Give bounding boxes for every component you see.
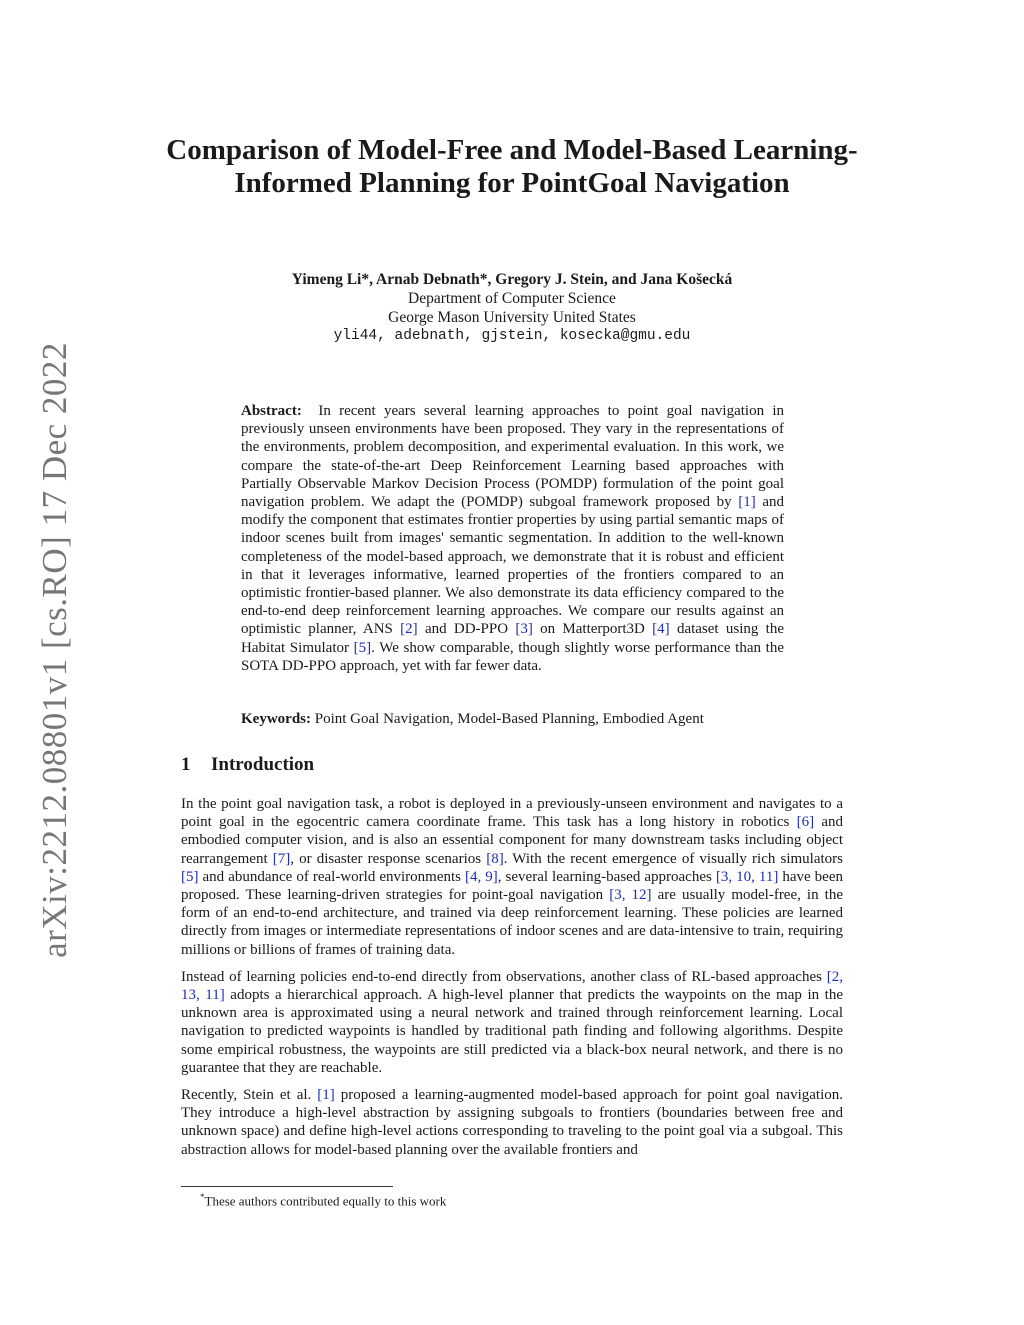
citation-link[interactable]: [4] — [652, 621, 670, 638]
paragraph-text: and abundance of real-world environments — [198, 868, 466, 885]
abstract-text-part: and modify the component that estimates frontier properties by using partial semantic maps of indoor scenes built from images' semantic segmentation. In addition to the well-known completeness of the model-based approach, we demonstrate that it is robust and efficient in that it leverages informative, learned properties of the frontiers compared to an optimistic frontier-based planner. We also demonstrate its data efficiency compared to the end-to-end deep reinforcement learning approaches. We compare our results against an optimistic planner, ANS — [241, 494, 784, 638]
footnote — [200, 1192, 446, 1209]
citation-link[interactable]: [5] — [181, 868, 199, 885]
keywords-text: Point Goal Navigation, Model-Based Planning, Embodied Agent — [314, 711, 704, 727]
arxiv-stamp — [30, 342, 80, 958]
paragraph-text: , or disaster response scenarios — [290, 850, 487, 867]
footnote-mark: * — [200, 1192, 205, 1202]
author-university: George Mason University United States — [388, 309, 636, 326]
paragraph-text: proposed a learning-augmented model-based approach for point goal navigation. They introduce a high-level abstraction by assigning subgoals to frontiers (boundaries between free and unknown space) and define high-level actions corresponding to traveling to the point goal via a subgoal. This abstraction allows for model-based planning over the available frontiers and — [181, 1087, 843, 1158]
author-department: Department of Computer Science — [408, 290, 616, 307]
citation-link[interactable]: [2] — [400, 621, 418, 638]
paragraph — [181, 1086, 843, 1159]
abstract-label: Abstract: — [241, 403, 302, 419]
section-title: Introduction — [211, 754, 315, 775]
footnote-rule — [181, 1186, 393, 1187]
abstract-text-part: dataset using the Habitat Simulator — [241, 621, 784, 656]
paragraph-text: . With the recent emergence of visually rich simulators — [503, 850, 843, 867]
paragraph-text: have been proposed. These learning-driven strategies for point-goal navigation — [181, 868, 843, 904]
citation-link[interactable]: [4, 9] — [465, 868, 498, 885]
author-names: Yimeng Li*, Arnab Debnath*, Gregory J. Stein, and Jana Košecká — [291, 271, 733, 288]
author-block — [160, 270, 864, 346]
citation-link[interactable]: [1] — [738, 494, 756, 511]
keywords — [241, 710, 784, 728]
citation-link[interactable]: [3, 10, 11] — [715, 868, 779, 885]
paragraph — [181, 795, 843, 959]
author-emails: yli44, adebnath, gjstein, kosecka@gmu.edu — [333, 328, 691, 344]
abstract — [241, 402, 784, 675]
arxiv-stamp-text: arXiv:2212.08801v1 [cs.RO] 17 Dec 2022 — [35, 342, 74, 958]
abstract-text-part: . We show comparable, though slightly worse performance than the SOTA DD-PPO approach, yet with far fewer data. — [241, 639, 784, 674]
keywords-label: Keywords: — [241, 711, 311, 727]
citation-link[interactable]: [3, 12] — [609, 887, 652, 904]
paragraph-text: Instead of learning policies end-to-end directly from observations, another class of RL-based approaches — [181, 968, 827, 985]
paragraph-text: In the point goal navigation task, a robot is deployed in a previously-unseen environment and navigates to a point goal in the egocentric camera coordinate frame. This task has a long history in robotics — [181, 796, 843, 831]
citation-link[interactable]: [8] — [486, 850, 504, 867]
footnote-text: These authors contributed equally to this work — [204, 1193, 447, 1209]
paragraph-text: adopts a hierarchical approach. A high-level planner that predicts the waypoints on the map in the unknown area is approximated using a neural network and trained through reinforcement learning. Local navigation to predicted waypoints is handled by traditional path finding and following algorithms. Despite some empirical robustness, the waypoints are still predicted via a black-box neural network, and there is no guarantee that they are reachable. — [181, 987, 843, 1076]
citation-link[interactable]: [6] — [796, 814, 815, 831]
citation-link[interactable]: [2, 13, 11] — [181, 968, 843, 1004]
citation-link[interactable]: [3] — [515, 621, 533, 638]
abstract-text-part: In recent years several learning approaches to point goal navigation in previously unseen environments have been proposed. They vary in the representations of the environments, problem decomposition, and experimental evaluation. In this work, we compare the state-of-the-art Deep Reinforcement Learning based approaches with Partially Observable Markov Decision Process (POMDP) formulation of the point goal navigation problem. We adapt the (POMDP) subgoal framework proposed by — [241, 403, 784, 511]
abstract-text-part: and DD-PPO — [417, 621, 516, 638]
citation-link[interactable]: [7] — [272, 850, 291, 867]
section-heading — [181, 754, 314, 776]
abstract-text-part: on Matterport3D — [532, 621, 653, 638]
abstract-text — [241, 403, 784, 674]
paragraph-text: Recently, Stein et al. — [181, 1087, 318, 1104]
paragraph-text: are usually model-free, in the form of an end-to-end architecture, and trained via deep reinforcement learning. These policies are learned directly from images or intermediate representations of indoor scenes and are data-intensive to train, requiring millions or billions of frames of training data. — [181, 887, 843, 958]
paper-title: Comparison of Model-Free and Model-Based Learning-Informed Planning for PointGoal Navigation — [166, 134, 858, 199]
paragraph-text: , several learning-based approaches — [497, 868, 716, 885]
paragraph-text: and embodied computer vision, and is also an essential component for many downstream tasks including object rearrangement — [181, 814, 843, 867]
paragraph — [181, 968, 843, 1077]
section-number: 1 — [181, 754, 191, 775]
citation-link[interactable]: [1] — [317, 1087, 335, 1104]
intro-body — [181, 795, 843, 1168]
citation-link[interactable]: [5] — [353, 639, 372, 656]
